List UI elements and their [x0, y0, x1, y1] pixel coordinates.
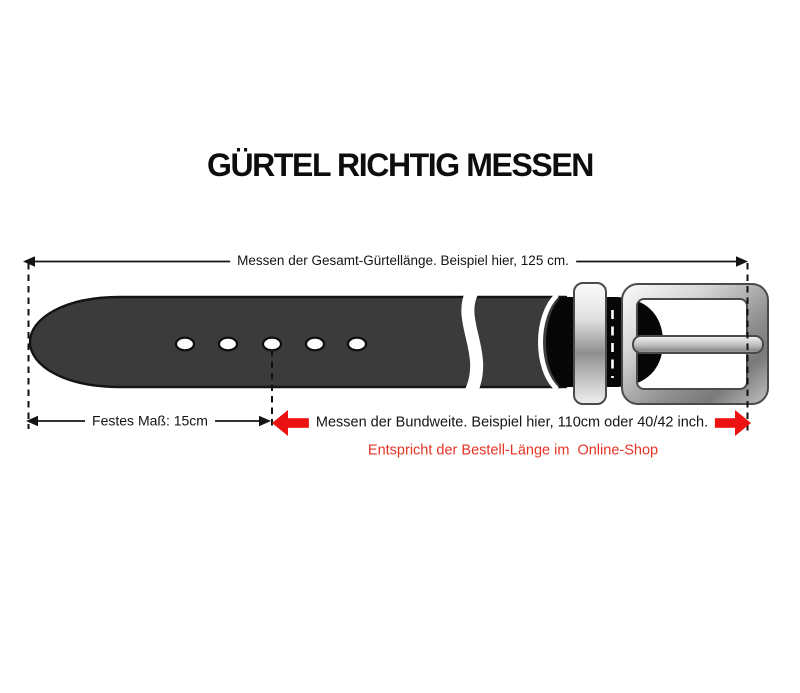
- fixed-measure-label: Festes Maß: 15cm: [85, 413, 215, 430]
- belt-hole-1: [176, 338, 194, 351]
- waist-measure-label: Messen der Bundweite. Beispiel hier, 110cm oder 40/42 inch.: [309, 414, 715, 431]
- page-title: GÜRTEL RICHTIG MESSEN: [206, 147, 594, 183]
- red-arrowhead-left-icon: [272, 410, 288, 436]
- belt-hole-4: [306, 338, 324, 351]
- belt-strap: [30, 297, 566, 387]
- belt-hole-5: [348, 338, 366, 351]
- belt-hole-2: [219, 338, 237, 351]
- arrowhead-right-icon: [736, 256, 748, 267]
- belt-hole-3: [263, 338, 281, 351]
- belt-keeper-loop: [574, 283, 606, 404]
- red-arrowhead-right-icon: [735, 410, 751, 436]
- total-length-label: Messen der Gesamt-Gürtellänge. Beispiel hier, 125 cm.: [230, 253, 576, 269]
- order-length-note: Entspricht der Bestell-Länge im Online-Shop: [367, 442, 659, 459]
- buckle-prong: [633, 336, 763, 353]
- arrowhead-right-icon: [259, 416, 271, 427]
